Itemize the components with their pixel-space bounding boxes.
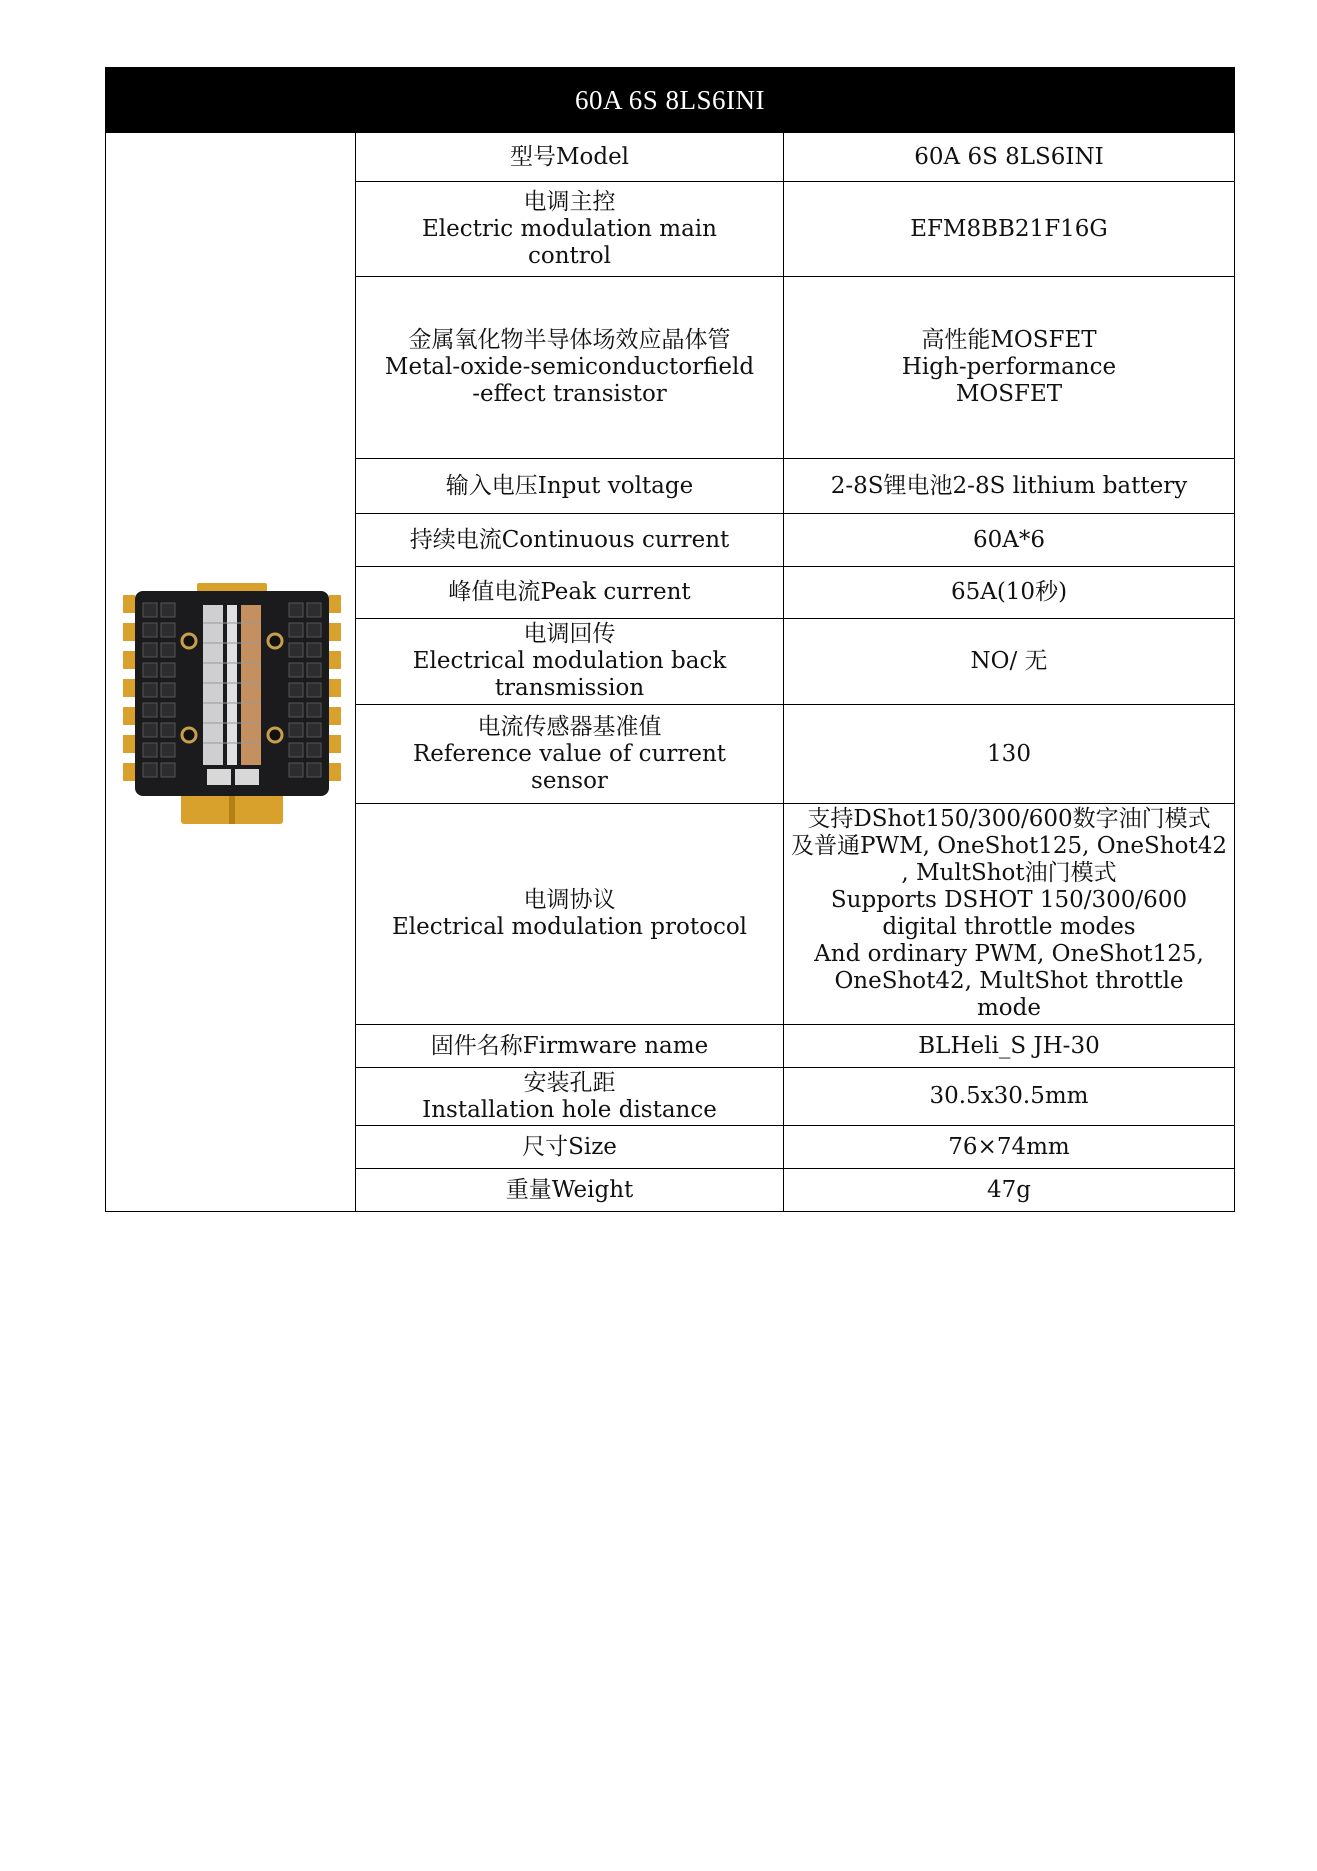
spec-label: 型号Model xyxy=(356,133,784,181)
spec-value: 47g xyxy=(987,1176,1031,1203)
spec-body xyxy=(105,133,1235,1212)
esc-board-image xyxy=(123,583,341,829)
table-row xyxy=(356,182,1234,277)
spec-sheet xyxy=(105,67,1235,1212)
table-row xyxy=(356,277,1234,459)
spec-label: 金属氧化物半导体场效应晶体管 Metal-oxide-semiconductorfield -effect transistor xyxy=(356,277,784,458)
spec-label: 电调回传 Electrical modulation back transmission xyxy=(356,619,784,704)
spec-value: 支持DShot150/300/600数字油门模式 及普通PWM, OneShot125, OneShot42 , MultShot油门模式 Supports DSHOT 150/300/600 digital throttle modes And ordinary PWM, OneShot125, OneShot42, MultShot throttle mode xyxy=(791,806,1227,1021)
spec-value: BLHeli_S JH-30 xyxy=(918,1032,1100,1059)
spec-label: 持续电流Continuous current xyxy=(356,514,784,566)
table-row xyxy=(356,1169,1234,1211)
table-row xyxy=(356,705,1234,804)
table-row xyxy=(356,514,1234,567)
spec-label: 电流传感器基准值 Reference value of current sensor xyxy=(356,705,784,803)
spec-value: 65A(10秒) xyxy=(950,579,1068,605)
table-row xyxy=(356,459,1234,514)
table-row xyxy=(356,133,1234,182)
spec-value: 60A*6 xyxy=(972,526,1045,553)
spec-value: 76×74mm xyxy=(948,1133,1070,1160)
spec-value: 高性能MOSFET High-performance MOSFET xyxy=(901,327,1117,407)
spec-label: 安装孔距 Installation hole distance xyxy=(356,1068,784,1125)
spec-value: 60A 6S 8LS6INI xyxy=(914,143,1104,170)
table-row xyxy=(356,619,1234,705)
spec-label: 重量Weight xyxy=(356,1169,784,1211)
table-row xyxy=(356,1126,1234,1169)
page-title: 60A 6S 8LS6INI xyxy=(105,67,1235,133)
spec-table xyxy=(356,133,1234,1211)
spec-value: EFM8BB21F16G xyxy=(910,215,1108,242)
table-row xyxy=(356,567,1234,619)
table-row xyxy=(356,1068,1234,1126)
spec-label: 电调协议 Electrical modulation protocol xyxy=(356,804,784,1024)
table-row xyxy=(356,1025,1234,1068)
spec-label: 尺寸Size xyxy=(356,1126,784,1168)
spec-label: 电调主控 Electric modulation main control xyxy=(356,182,784,276)
table-row xyxy=(356,804,1234,1025)
spec-value: 30.5x30.5mm xyxy=(929,1083,1089,1109)
spec-value: 2-8S锂电池2-8S lithium battery xyxy=(830,472,1188,499)
spec-label: 固件名称Firmware name xyxy=(356,1025,784,1067)
spec-label: 峰值电流Peak current xyxy=(356,567,784,618)
spec-value: 130 xyxy=(987,740,1031,767)
spec-label: 输入电压Input voltage xyxy=(356,459,784,513)
spec-value: NO/ 无 xyxy=(970,648,1048,674)
product-photo-cell xyxy=(106,133,356,1211)
